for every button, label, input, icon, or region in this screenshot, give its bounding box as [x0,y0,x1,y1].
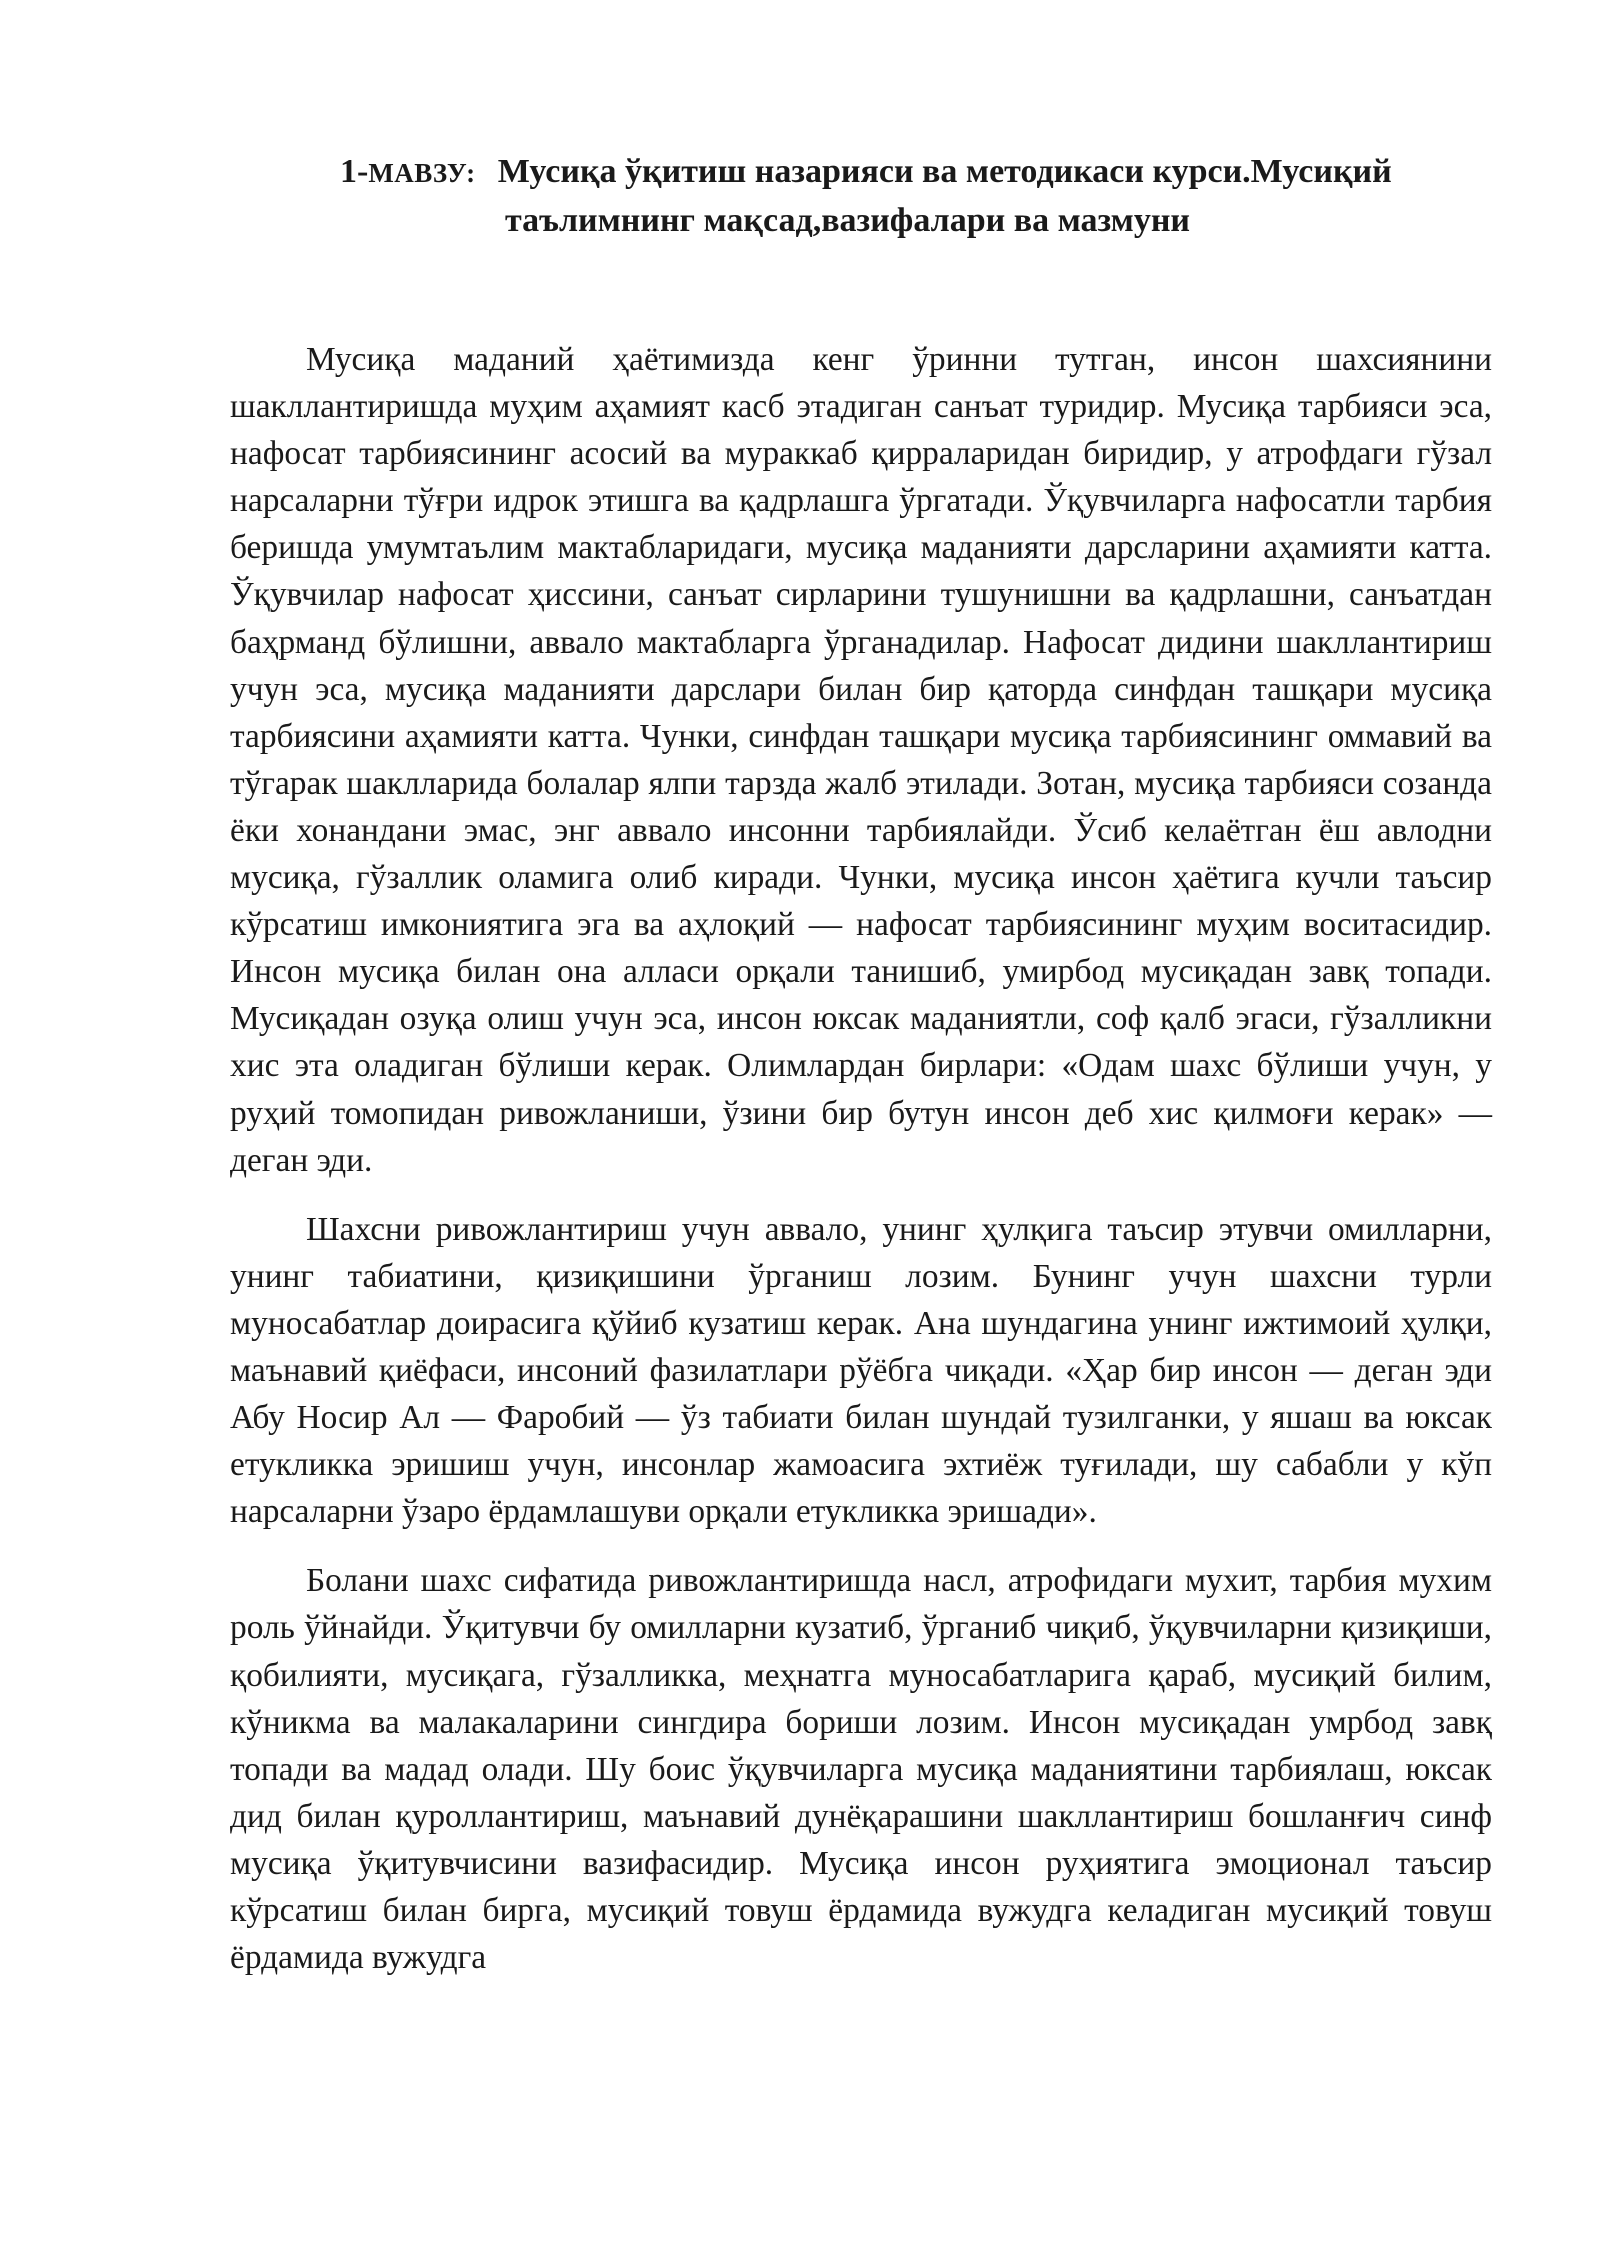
title-line-1 [230,148,1490,197]
title-text-line-1: Мусиқа ўқитиш назарияси ва методикаси курси.Мусиқий [497,153,1392,190]
title-label: МАВЗУ: [368,158,476,188]
paragraph: Болани шахс сифатида ривожлантиришда насл, атрофидаги мухит, тарбия мухим роль ўйнайди. Ўқитувчи бу омилларни кузатиб, ўрганиб чиқиб, ўқувчиларни қизиқиши, қобилияти, мусиқага, гўзалликка, меҳнатга муносабатларига қараб, мусиқий билим, кўникма ва малакаларини сингдира бориши лозим. Инсон мусиқадан умрбод завқ топади ва мадад олади. Шу боис ўқувчиларга мусиқа маданиятини тарбиялаш, юксак дид билан қуроллантириш, маънавий дунёқарашини шакллантириш бошланғич синф мусиқа ўқитувчисини вазифасидир. Мусиқа инсон руҳиятига эмоционал таъсир кўрсатиш билан бирга, мусиқий товуш ёрдамида вужудга келадиган мусиқий товуш ёрдамида вужудга [230,1562,1492,1977]
document-body [230,336,1492,1981]
document-title [230,148,1490,245]
paragraph: Мусиқа маданий ҳаётимизда кенг ўринни тутган, инсон шахсиянини шакллантиришда муҳим аҳамият касб этадиган санъат туридир. Мусиқа тарбияси эса, нафосат тарбиясининг асосий ва мураккаб қирраларидан биридир, у атрофдаги гўзал нарсаларни тўғри идрок этишга ва қадрлашга ўргатади. Ўқувчиларга нафосатли тарбия беришда умумтаълим мактабларидаги, мусиқа маданияти дарсларини аҳамияти катта. Ўқувчилар нафосат ҳиссини, санъат сирларини тушунишни ва қадрлашни, санъатдан баҳрманд бўлишни, аввало мактабларга ўрганадилар. Нафосат дидини шакллантириш учун эса, мусиқа маданияти дарслари билан бир қаторда синфдан ташқари мусиқа тарбиясини аҳамияти катта. Чунки, синфдан ташқари мусиқа тарбиясининг оммавий ва тўгарак шаклларида болалар ялпи тарзда жалб этилади. Зотан, мусиқа тарбияси созанда ёки хонандани эмас, энг аввало инсонни тарбиялайди. Ўсиб келаётган ёш авлодни мусиқа, гўзаллик оламига олиб киради. Чунки, мусиқа инсон ҳаётига кучли таъсир кўрсатиш имкониятига эга ва аҳлоқий — нафосат тарбиясининг муҳим воситасидир. Инсон мусиқа билан она алласи орқали танишиб, умирбод мусиқадан завқ топади. Мусиқадан озуқа олиш учун эса, инсон юксак маданиятли, соф қалб эгаси, гўзалликни хис эта оладиган бўлиши керак. Олимлардан бирлари: «Одам шахс бўлиши учун, у руҳий томопидан ривожланиши, ўзини бир бутун инсон деб хис қилмоғи керак» — деган эди. [230,341,1492,1179]
title-number: 1- [340,153,369,190]
paragraph: Шахсни ривожлантириш учун аввало, унинг ҳулқига таъсир этувчи омилларни, унинг табиатини, қизиқишини ўрганиш лозим. Бунинг учун шахсни турли муносабатлар доирасига қўйиб кузатиш керак. Ана шундагина унинг ижтимоий ҳулқи, маънавий қиёфаси, инсоний фазилатлари рўёбга чиқади. «Ҳар бир инсон — деган эди Абу Носир Ал — Фаробий — ўз табиати билан шундай тузилганки, у яшаш ва юксак етукликка эришиш учун, инсонлар жамоасига эхтиёж туғилади, шу сабабли у кўп нарсаларни ўзаро ёрдамлашуви орқали етукликка эришади». [230,1210,1492,1531]
title-text-line-2: таълимнинг мақсад,вазифалари ва мазмуни [505,202,1191,239]
